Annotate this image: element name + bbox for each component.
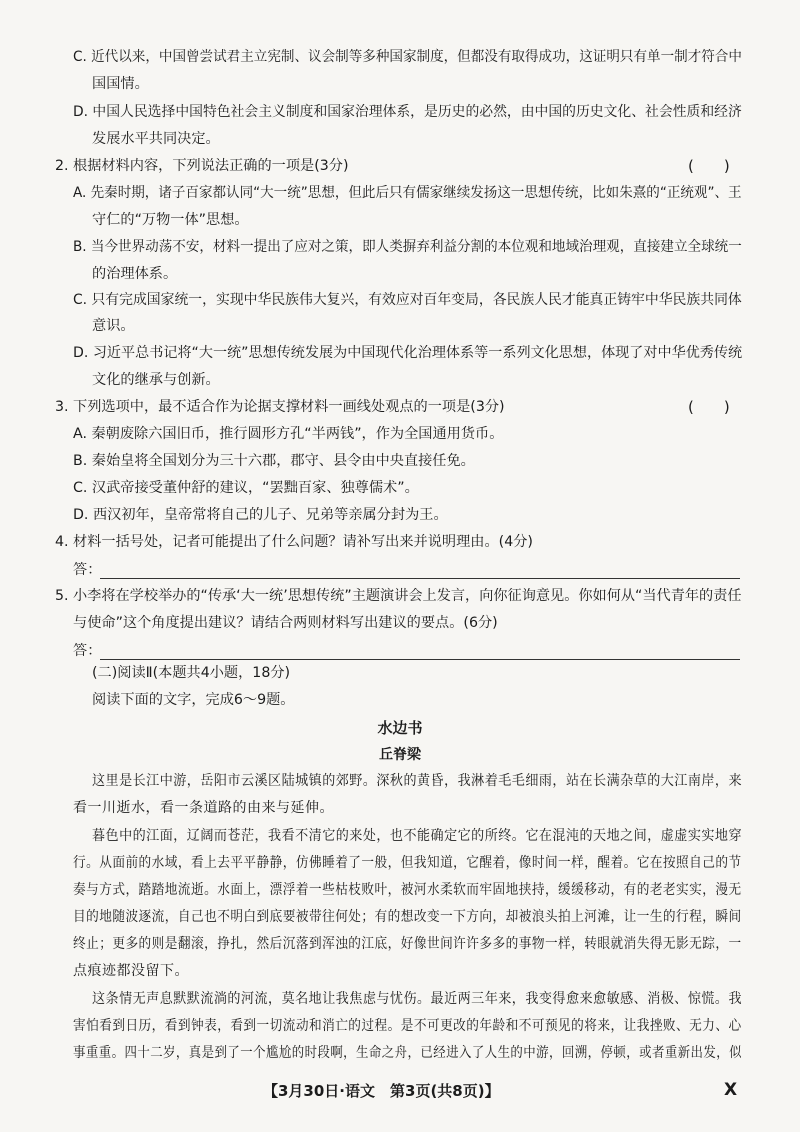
q1-option-d-line1: D. 中国人民选择中国特色社会主义制度和国家治理体系，是历史的必然，由中国的历史文化、社会性质和经济 <box>73 104 742 120</box>
q2-option-c-line1: C. 只有完成国家统一，实现中华民族伟大复兴，有效应对百年变局，各民族人民才能真正铸牢中华民族共同体 <box>73 292 742 308</box>
article-p2-line2: 行。从面前的水域，看上去平平静静，仿佛睡着了一般，但我知道，它醒着，像时间一样，醒着。它在按照自己的节 <box>73 855 742 871</box>
q4-stem: 4. 材料一括号处，记者可能提出了什么问题？请补写出来并说明理由。(4分) <box>55 534 533 550</box>
q3-option-c: C. 汉武帝接受董仲舒的建议，“罢黜百家、独尊儒术”。 <box>73 480 419 496</box>
article-p3-line2: 害怕看到日历，看到钟表，看到一切流动和消亡的过程。是不可更改的年龄和不可预见的将来，让我挫败、无力、心 <box>73 1018 742 1034</box>
q2-answer-bracket[interactable]: ( ) <box>688 157 730 175</box>
q2-option-a-line2: 守仁的“万物一体”思想。 <box>92 212 249 228</box>
q3-option-d: D. 西汉初年，皇帝常将自己的儿子、兄弟等亲属分封为王。 <box>73 507 448 523</box>
q2-stem: 2. 根据材料内容，下列说法正确的一项是(3分) <box>55 158 349 174</box>
article-author: 丘脊梁 <box>379 747 421 763</box>
q4-answer-label: 答： <box>73 562 102 578</box>
q1-option-c-line2: 国国情。 <box>92 76 149 92</box>
article-p2-line4: 目的地随波逐流，自己也不明白到底要被带往何处；有的想改变一下方向，却被浪头拍上河滩，让一生的行程，瞬间 <box>73 909 742 925</box>
article-p2-line3: 奏与方式，踏踏地流逝。水面上，漂浮着一些枯枝败叶，被河水柔软而牢固地挟持，缓缓移动，有的老老实实，漫无 <box>73 882 742 898</box>
q3-stem: 3. 下列选项中，最不适合作为论据支撑材料一画线处观点的一项是(3分) <box>55 399 505 415</box>
q3-option-a: A. 秦朝废除六国旧币，推行圆形方孔“半两钱”，作为全国通用货币。 <box>73 426 504 442</box>
article-p2-line1: 暮色中的江面，辽阔而苍茫，我看不清它的来处，也不能确定它的所终。它在混沌的天地之间，虚虚实实地穿 <box>92 828 742 844</box>
article-p1-line2: 看一川逝水，看一条道路的由来与延伸。 <box>73 800 334 816</box>
q1-option-c-line1: C. 近代以来，中国曾尝试君主立宪制、议会制等多种国家制度，但都没有取得成功，这证明只有单一制才符合中 <box>73 49 742 65</box>
q3-answer-bracket[interactable]: ( ) <box>688 398 730 416</box>
q4-answer-line[interactable] <box>100 578 740 579</box>
q5-answer-line[interactable] <box>100 659 740 660</box>
q1-option-d-line2: 发展水平共同决定。 <box>92 131 220 147</box>
article-p1-line1: 这里是长江中游，岳阳市云溪区陆城镇的郊野。深秋的黄昏，我淋着毛毛细雨，站在长满杂草的大江南岸，来 <box>92 773 742 789</box>
article-p3-line1: 这条情无声息默默流淌的河流，莫名地让我焦虑与忧伤。最近两三年来，我变得愈来愈敏感、消极、惊慌。我 <box>92 991 742 1007</box>
q2-option-a-line1: A. 先秦时期，诸子百家都认同“大一统”思想，但此后只有儒家继续发扬这一思想传统，比如朱熹的“正统观”、王 <box>73 185 742 201</box>
q5-stem-line2: 与使命”这个角度提出建议？请结合两则材料写出建议的要点。(6分) <box>73 615 498 631</box>
section2-heading: (二)阅读Ⅱ(本题共4小题，18分) <box>92 665 291 681</box>
q5-answer-label: 答： <box>73 643 102 659</box>
footer-mark: X <box>724 1080 738 1100</box>
section2-instruction: 阅读下面的文字，完成6～9题。 <box>92 692 295 708</box>
q5-stem-line1: 5. 小李将在学校举办的“传承‘大一统’思想传统”主题演讲会上发言，向你征询意见。你如何从“当代青年的责任 <box>55 588 742 604</box>
q2-option-d-line2: 文化的继承与创新。 <box>92 372 220 388</box>
article-p3-line3: 事重重。四十二岁，真是到了一个尴尬的时段啊，生命之舟，已经进入了人生的中游，回溯，停顿，或者重新出发，似 <box>73 1045 743 1061</box>
article-p2-line5: 终止；更多的则是翻滚，挣扎，然后沉落到浑浊的江底，好像世间许许多多的事物一样，转眼就消失得无影无踪，一 <box>73 936 742 952</box>
q2-option-c-line2: 意识。 <box>92 318 135 334</box>
q2-option-d-line1: D. 习近平总书记将“大一统”思想传统发展为中国现代化治理体系等一系列文化思想，体现了对中华优秀传统 <box>73 345 743 361</box>
q2-option-b-line1: B. 当今世界动荡不安，材料一提出了应对之策，即人类摒弃利益分割的本位观和地域治理观，直接建立全球统一 <box>73 239 742 255</box>
q2-option-b-line2: 的治理体系。 <box>92 266 178 282</box>
page-footer: 【3月30日·语文 第3页(共8页)】 <box>263 1082 500 1100</box>
q3-option-b: B. 秦始皇将全国划分为三十六郡，郡守、县令由中央直接任免。 <box>73 453 475 469</box>
article-title: 水边书 <box>377 719 423 737</box>
article-p2-line6: 点痕迹都没留下。 <box>73 963 189 979</box>
